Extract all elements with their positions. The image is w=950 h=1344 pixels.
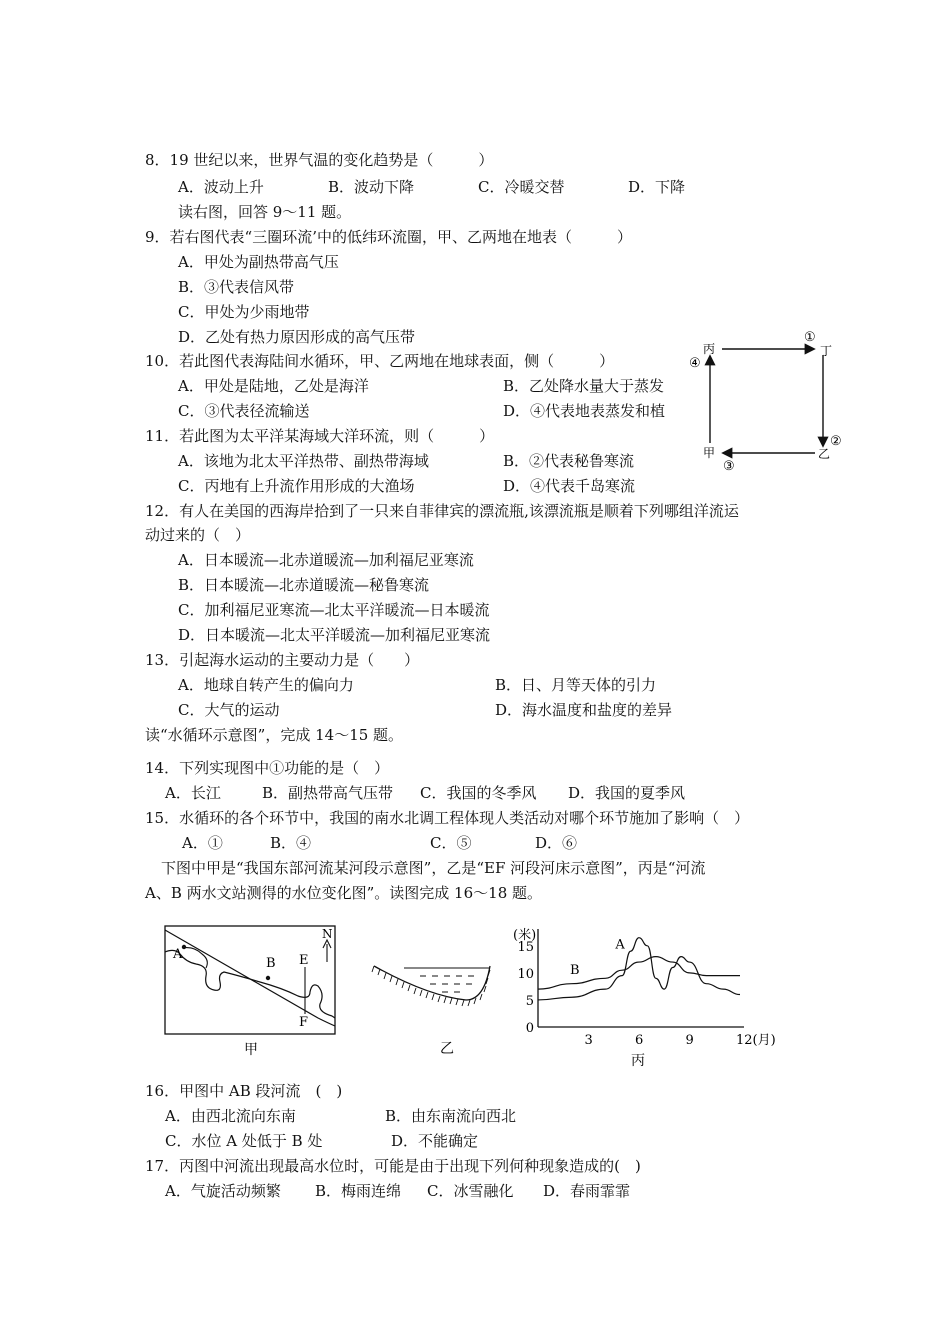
q8-stem: 8．19 世纪以来，世界气温的变化趋势是（ ） xyxy=(145,151,494,169)
q15-option-c: C．⑤ xyxy=(430,834,472,852)
x-tick-label: 6 xyxy=(635,1033,644,1048)
q10-stem: 10．若此图代表海陆间水循环，甲、乙两地在地球表面，侧（ ） xyxy=(145,352,615,370)
x-tick-label: 3 xyxy=(584,1033,593,1048)
q11-option-c: C．丙地有上升流作用形成的大渔场 xyxy=(178,477,415,495)
map-frame xyxy=(165,926,335,1034)
q13-option-d: D．海水温度和盐度的差异 xyxy=(495,701,673,719)
num-1: ① xyxy=(804,330,816,345)
label-e: E xyxy=(299,953,309,968)
river-meander xyxy=(182,948,207,968)
label-bing: 丙 xyxy=(703,342,716,356)
label-jia: 甲 xyxy=(703,446,716,460)
series-a-line xyxy=(538,938,740,1000)
series-a-label: A xyxy=(615,937,625,953)
caption-jia: 甲 xyxy=(244,1042,258,1058)
q17-option-b: B．梅雨连绵 xyxy=(315,1182,402,1200)
q12-stem-line2: 动过来的（ ） xyxy=(145,526,251,544)
q17-stem: 17．丙图中河流出现最高水位时，可能是由于出现下列何种现象造成的( ) xyxy=(145,1157,641,1175)
river-bank-lower xyxy=(165,950,335,1018)
figure-yi-riverbed xyxy=(368,950,508,1060)
q8-option-a: A．波动上升 xyxy=(178,178,264,196)
q12-option-a: A．日本暖流—北赤道暖流—加利福尼亚寒流 xyxy=(178,551,474,569)
x-tick-label: 12(月) xyxy=(736,1033,776,1048)
q16-option-b: B．由东南流向西北 xyxy=(385,1107,517,1125)
series-group xyxy=(538,938,740,1000)
station-b-dot xyxy=(266,976,270,980)
q12-stem-line1: 12．有人在美国的西海岸拾到了一只来自菲律宾的漂流瓶,该漂流瓶是顺着下列哪组洋流运 xyxy=(145,502,739,520)
q10-option-a: A．甲处是陆地，乙处是海洋 xyxy=(178,377,369,395)
num-2: ② xyxy=(830,434,842,449)
intro-16-18-line2: A、B 两水文站测得的水位变化图”。读图完成 16～18 题。 xyxy=(145,884,543,902)
intro-9-11: 读右图，回答 9～11 题。 xyxy=(178,203,352,221)
q10-option-b: B．乙处降水量大于蒸发 xyxy=(503,377,665,395)
riverbed-hatching xyxy=(372,966,490,1006)
q9-stem: 9．若右图代表“三圈环流’中的低纬环流圈，甲、乙两地在地表（ ） xyxy=(145,228,632,246)
caption-yi: 乙 xyxy=(440,1041,454,1057)
label-north: N xyxy=(322,927,333,941)
q17-option-c: C．冰雪融化 xyxy=(427,1182,514,1200)
label-ding: 丁 xyxy=(820,344,833,358)
q10-option-d: D．④代表地表蒸发和植 xyxy=(503,402,666,420)
q9-option-c: C．甲处为少雨地带 xyxy=(178,303,310,321)
label-yi: 乙 xyxy=(818,447,831,461)
num-3: ③ xyxy=(723,459,735,474)
series-b-label: B xyxy=(569,962,580,978)
q15-stem: 15．水循环的各个环节中，我国的南水北调工程体现人类活动对哪个环节施加了影响（ ） xyxy=(145,809,750,827)
q11-option-b: B．②代表秘鲁寒流 xyxy=(503,452,635,470)
q15-option-a: A．① xyxy=(182,834,223,852)
q8-option-b: B．波动下降 xyxy=(328,178,415,196)
q16-option-a: A．由西北流向东南 xyxy=(165,1107,296,1125)
intro-16-18-line1: 下图中甲是“我国东部河流某河段示意图”，乙是“EF 河段河床示意图”，丙是“河流 xyxy=(161,859,706,877)
caption-bing: 丙 xyxy=(631,1053,645,1069)
q16-stem: 16．甲图中 AB 段河流 ( ) xyxy=(145,1082,343,1100)
q12-option-c: C．加利福尼亚寒流—北太平洋暖流—日本暖流 xyxy=(178,601,490,619)
y-tick-label: 10 xyxy=(517,966,534,982)
q8-option-c: C．冷暖交替 xyxy=(478,178,565,196)
q13-option-c: C．大气的运动 xyxy=(178,701,280,719)
q14-option-b: B．副热带高气压带 xyxy=(262,784,394,802)
q11-option-a: A．该地为北太平洋热带、副热带海域 xyxy=(178,452,429,470)
station-a-dot xyxy=(182,945,186,949)
q17-option-d: D．春雨霏霏 xyxy=(543,1182,631,1200)
q9-option-b: B．③代表信风带 xyxy=(178,278,295,296)
label-station-b: B xyxy=(266,956,276,971)
q9-option-a: A．甲处为副热带高气压 xyxy=(178,253,339,271)
q11-option-d: D．④代表千岛寒流 xyxy=(503,477,636,495)
intro-14-15: 读“水循环示意图”，完成 14～15 题。 xyxy=(145,726,404,744)
q14-option-c: C．我国的冬季风 xyxy=(420,784,537,802)
q13-option-a: A．地球自转产生的偏向力 xyxy=(178,676,354,694)
q17-option-a: A．气旋活动频繁 xyxy=(165,1182,281,1200)
q14-option-a: A．长江 xyxy=(165,784,221,802)
q12-option-d: D．日本暖流—北太平洋暖流—加利福尼亚寒流 xyxy=(178,626,491,644)
q10-option-c: C．③代表径流输送 xyxy=(178,402,310,420)
figure-jia-river-map xyxy=(160,920,345,1065)
cycle-diagram xyxy=(680,325,855,475)
q14-option-d: D．我国的夏季风 xyxy=(568,784,686,802)
y-axis-label: (米) xyxy=(513,928,537,943)
q15-option-b: B．④ xyxy=(270,834,312,852)
q16-option-d: D．不能确定 xyxy=(391,1132,479,1150)
figure-bing-water-level-chart xyxy=(505,915,795,1075)
q15-option-d: D．⑥ xyxy=(535,834,578,852)
riverbed-profile xyxy=(374,966,490,1000)
y-tick-label: 5 xyxy=(525,993,534,1009)
river-bank-upper xyxy=(165,930,335,1026)
water-dashes xyxy=(420,976,474,992)
y-tick-label: 15 xyxy=(517,939,534,955)
q13-option-b: B．日、月等天体的引力 xyxy=(495,676,657,694)
label-station-a: A xyxy=(173,947,183,962)
y-tick-label: 0 xyxy=(525,1021,534,1036)
q12-option-b: B．日本暖流—北赤道暖流—秘鲁寒流 xyxy=(178,576,430,594)
q8-option-d: D．下降 xyxy=(628,178,686,196)
x-tick-labels xyxy=(585,1033,776,1048)
q13-stem: 13．引起海水运动的主要动力是（ ） xyxy=(145,651,420,669)
label-f: F xyxy=(299,1015,309,1030)
x-tick-label: 9 xyxy=(685,1033,694,1048)
num-4: ④ xyxy=(689,356,701,371)
q9-option-d: D．乙处有热力原因形成的高气压带 xyxy=(178,328,416,346)
y-tick-labels xyxy=(517,940,534,1036)
q14-stem: 14．下列实现图中①功能的是（ ） xyxy=(145,759,390,777)
q11-stem: 11．若此图为太平洋某海域大洋环流，则（ ） xyxy=(145,427,495,445)
q16-option-c: C．水位 A 处低于 B 处 xyxy=(165,1132,323,1150)
